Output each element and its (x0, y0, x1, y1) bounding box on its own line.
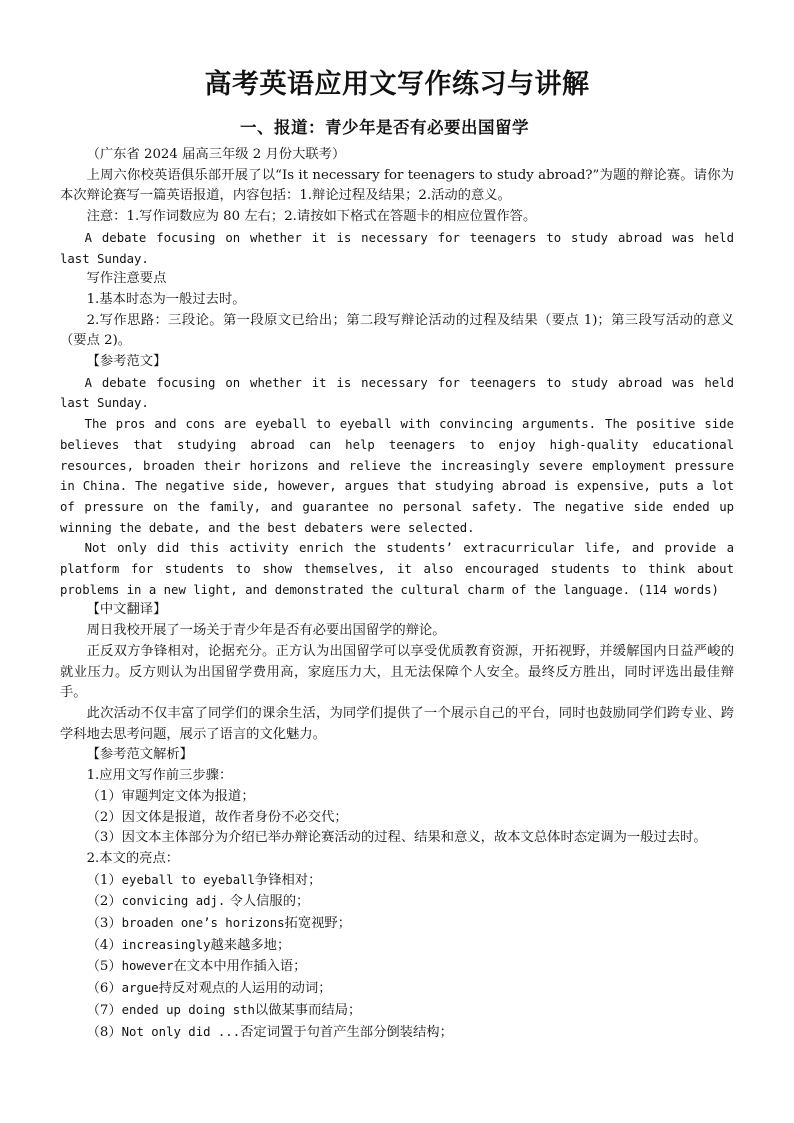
highlight-meaning: 令人信服的； (225, 894, 310, 910)
highlight-number: （8） (86, 1024, 122, 1040)
highlight-item (60, 913, 734, 935)
task-note: 注意：1.写作词数应为 80 左右；2.请按如下格式在答题卡的相应位置作答。 (86, 209, 537, 225)
task-prompt: 上周六你校英语俱乐部开展了以“Is it necessary for teenagers to study abroad?”为题的辩论赛。请你为本次辩论赛写一篇英语报道，内容包括：1.辩论过程及结果；2.活动的意义。 (60, 167, 734, 204)
model-paragraph-2: The pros and cons are eyeball to eyeball with convincing arguments. The positive side believes that studying abroad can help teenagers to enjoy high-quality educational resources, broaden their horizons and relieve the increasingly severe employment pressure in China. The negative side, however, argues that studying abroad is expensive, puts a lot of pressure on the family, and guarantee no personal safety. The negative side ended up winning the debate, and the best debaters were selected. (60, 417, 734, 535)
highlight-item (60, 935, 734, 957)
highlight-number: （6） (86, 981, 122, 997)
translation-paragraph-2: 正反双方争锋相对，论据充分。正方认为出国留学可以享受优质教育资源，开拓视野，并缓解国内日益严峻的就业压力。反方则认为出国留学费用高，家庭压力大，且无法保障个人安全。最终反方胜出，同时评选出最佳辩手。 (60, 643, 734, 701)
highlight-meaning: 否定词置于句首产生部分倒装结构； (240, 1024, 453, 1040)
highlight-meaning: 以做某事而结局； (254, 1002, 362, 1018)
highlight-meaning: 争锋相对； (254, 872, 322, 888)
highlight-item (60, 978, 734, 1000)
model-paragraph-1: A debate focusing on whether it is necessary for teenagers to study abroad was held last Sunday. (60, 375, 734, 411)
highlight-item (60, 1022, 734, 1044)
highlight-item (60, 870, 734, 892)
step-item: （1）审题判定文体为报道； (86, 788, 255, 804)
highlight-phrase: however (121, 959, 174, 974)
document-title: 高考英语应用文写作练习与讲解 (204, 69, 590, 100)
highlight-item (60, 956, 734, 978)
highlight-item (60, 1000, 734, 1022)
highlights-heading: 2.本文的亮点： (86, 850, 180, 866)
highlight-meaning: 在文本中用作插入语； (173, 959, 307, 975)
highlight-number: （1） (86, 872, 122, 888)
highlight-number: （5） (86, 959, 122, 975)
highlight-phrase: Not only did ... (121, 1024, 241, 1039)
section-subtitle: 一、报道：青少年是否有必要出国留学 (240, 118, 529, 137)
writing-point-1: 1.基本时态为一般过去时。 (86, 291, 246, 307)
highlight-number: （7） (86, 1002, 122, 1018)
highlight-phrase: convicing adj. (121, 894, 226, 909)
highlight-phrase: broaden one’s horizons (121, 916, 285, 931)
highlight-phrase: eyeball to eyeball (121, 872, 255, 887)
step-item: （2）因文体是报道，故作者身份不必交代； (86, 809, 348, 825)
translation-heading: 【中文翻译】 (86, 602, 167, 618)
steps-heading: 1.应用文写作前三步骤： (86, 768, 233, 784)
highlight-number: （3） (86, 916, 122, 932)
translation-paragraph-3: 此次活动不仅丰富了同学们的课余生活，为同学们提供了一个展示自己的平台，同时也鼓励同学们跨专业、跨学科地去思考问题，展示了语言的文化魅力。 (60, 705, 734, 742)
highlight-meaning: 越来越多地； (210, 937, 291, 953)
writing-point-2: 2.写作思路：三段论。第一段原文已给出；第二段写辩论活动的过程及结果（要点 1)；第三段写活动的意义（要点 2)。 (60, 312, 734, 349)
document-body (60, 145, 734, 1043)
highlight-number: （4） (86, 937, 122, 953)
highlight-phrase: increasingly (121, 937, 211, 952)
translation-paragraph-1: 周日我校开展了一场关于青少年是否有必要出国留学的辩论。 (86, 623, 446, 639)
analysis-heading: 【参考范文解析】 (86, 747, 193, 763)
highlight-phrase: argue (121, 981, 159, 996)
writing-points-heading: 写作注意要点 (86, 271, 167, 287)
highlight-meaning: 拓宽视野； (284, 916, 352, 932)
given-opening: A debate focusing on whether it is necessary for teenagers to study abroad was held last Sunday. (60, 230, 734, 266)
highlight-item (60, 891, 734, 913)
step-item: （3）因文本主体部分为介绍已举办辩论赛活动的过程、结果和意义，故本文总体时态定调为一般过去时。 (86, 830, 707, 846)
highlight-phrase: ended up doing sth (121, 1002, 255, 1017)
exam-source: （广东省 2024 届高三年级 2 月份大联考） (86, 147, 346, 162)
model-paragraph-3: Not only did this activity enrich the students’ extracurricular life, and provide a platform for students to show themselves, it also encouraged students to think about problems in a new light, and demonstrated the cultural charm of the language. (114 words) (60, 541, 734, 597)
model-heading: 【参考范文】 (86, 354, 167, 370)
highlight-meaning: 持反对观点的人运用的动词； (158, 981, 332, 997)
highlight-number: （2） (86, 894, 122, 910)
